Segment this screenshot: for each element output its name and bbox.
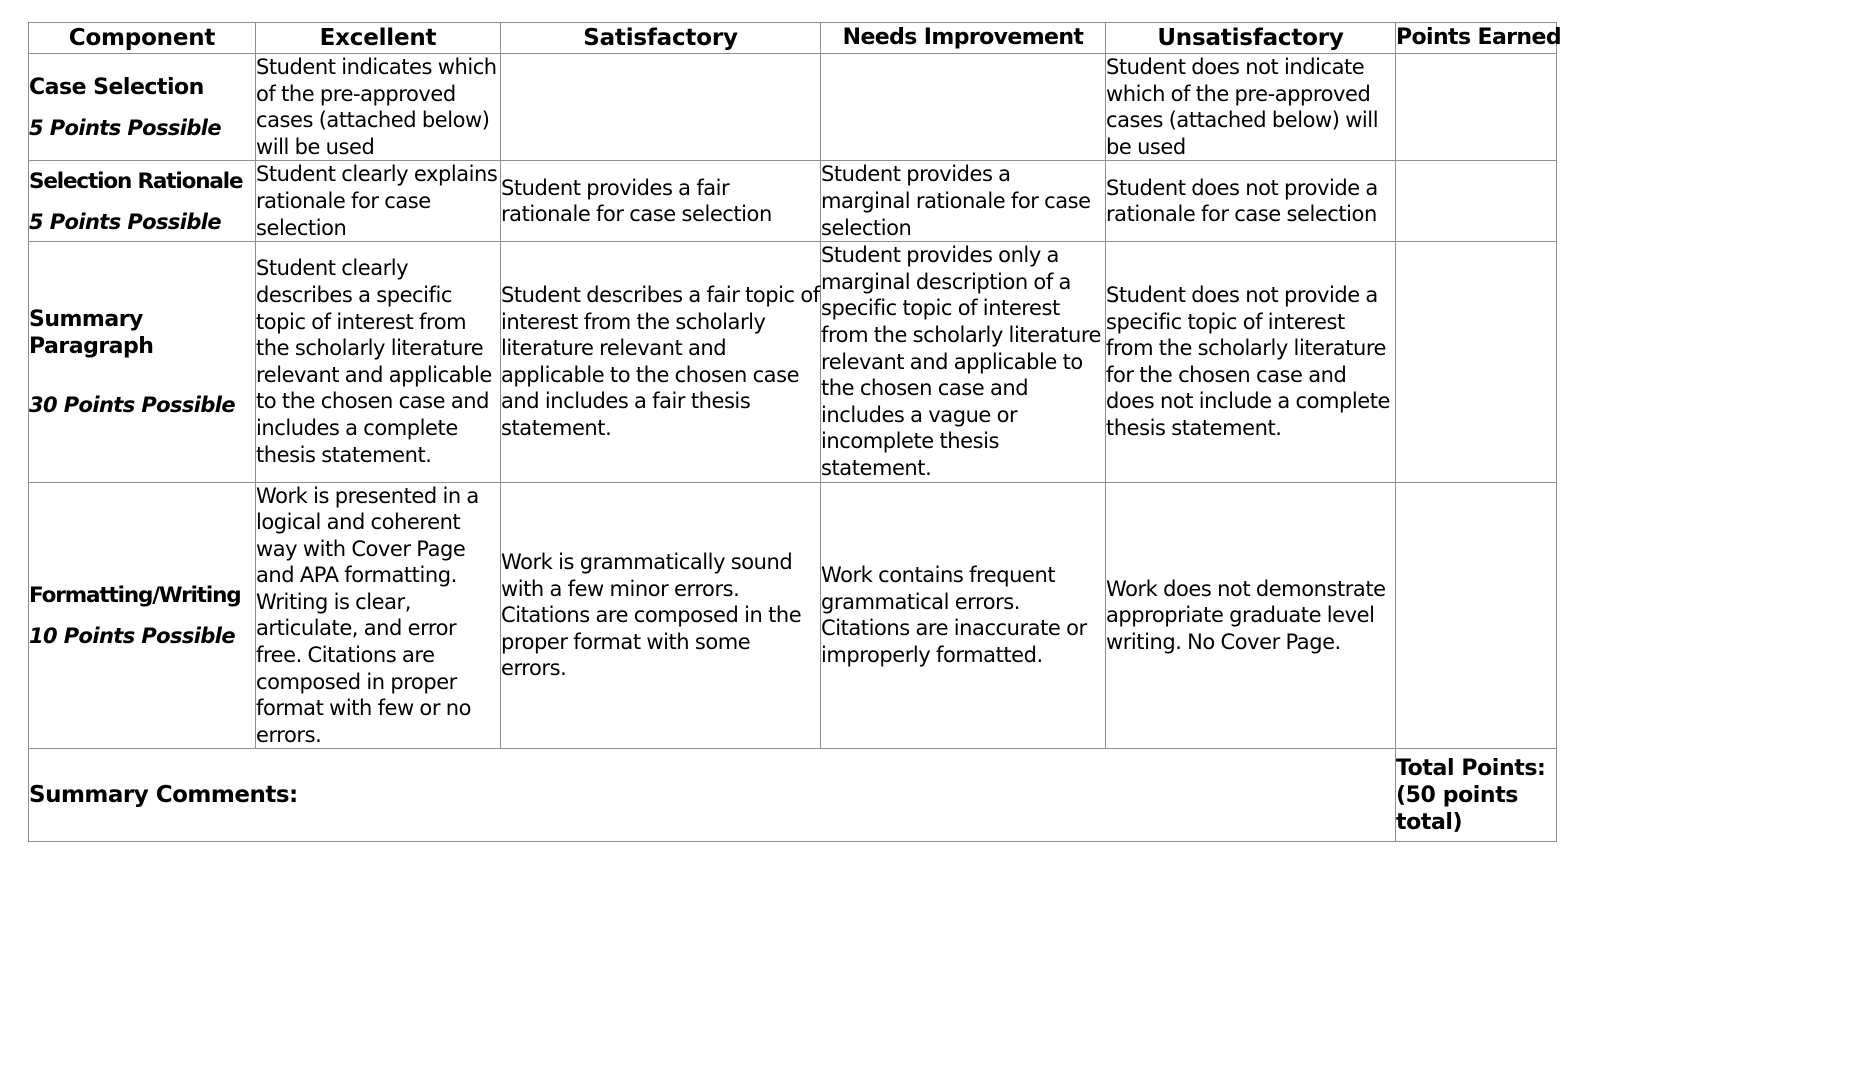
criterion-cell-unsatisfactory: Student does not provide a specific topic of interest from the scholarly literature for the chosen case and does not include a complete thesis statement.	[1106, 242, 1396, 482]
table-header-row	[29, 23, 1557, 54]
criterion-cell-excellent: Student indicates which of the pre-approved cases (attached below) will be used	[256, 54, 501, 161]
table-row	[29, 242, 1557, 482]
criterion-cell-unsatisfactory: Work does not demonstrate appropriate graduate level writing. No Cover Page.	[1106, 482, 1396, 749]
component-name: Selection Rationale	[29, 168, 243, 194]
criterion-cell-needs-improvement: Work contains frequent grammatical errors. Citations are inaccurate or improperly formatted.	[821, 482, 1106, 749]
table-row	[29, 161, 1557, 242]
column-header-excellent: Excellent	[256, 23, 501, 54]
criterion-cell-excellent: Student clearly describes a specific topic of interest from the scholarly literature relevant and applicable to the chosen case and includes a complete thesis statement.	[256, 242, 501, 482]
points-earned-cell[interactable]	[1396, 54, 1557, 161]
component-points-possible: 5 Points Possible	[29, 209, 222, 234]
column-header-unsatisfactory: Unsatisfactory	[1106, 23, 1396, 54]
criterion-cell-satisfactory	[501, 54, 821, 161]
component-cell-case-selection	[29, 54, 256, 161]
points-earned-cell[interactable]	[1396, 242, 1557, 482]
component-name: Formatting/Writing	[29, 582, 241, 608]
criterion-cell-unsatisfactory: Student does not provide a rationale for case selection	[1106, 161, 1396, 242]
criterion-cell-satisfactory: Student describes a fair topic of interest from the scholarly literature relevant and applicable to the chosen case and includes a fair thesis statement.	[501, 242, 821, 482]
criterion-cell-excellent: Work is presented in a logical and coherent way with Cover Page and APA formatting. Writing is clear, articulate, and error free. Citations are composed in proper format with few or no errors.	[256, 482, 501, 749]
component-points-possible: 10 Points Possible	[29, 623, 236, 648]
component-points-possible: 30 Points Possible	[29, 392, 236, 417]
column-header-satisfactory: Satisfactory	[501, 23, 821, 54]
rubric-table	[28, 22, 1561, 842]
table-row	[29, 54, 1557, 161]
component-cell-selection-rationale	[29, 161, 256, 242]
criterion-cell-satisfactory: Student provides a fair rationale for case selection	[501, 161, 821, 242]
column-header-points-earned: Points Earned	[1396, 23, 1557, 54]
criterion-cell-satisfactory: Work is grammatically sound with a few minor errors. Citations are composed in the proper format with some errors.	[501, 482, 821, 749]
table-row	[29, 482, 1557, 749]
criterion-cell-needs-improvement: Student provides only a marginal description of a specific topic of interest from the scholarly literature relevant and applicable to the chosen case and includes a vague or incomplete thesis statement.	[821, 242, 1106, 482]
criterion-cell-needs-improvement: Student provides a marginal rationale for case selection	[821, 161, 1106, 242]
total-points-cell	[1396, 749, 1557, 842]
points-earned-cell[interactable]	[1396, 482, 1557, 749]
summary-comments-label: Summary Comments:	[29, 782, 298, 809]
component-points-possible: 5 Points Possible	[29, 115, 222, 140]
component-name: Case Selection	[29, 74, 204, 100]
criterion-cell-unsatisfactory: Student does not indicate which of the pre-approved cases (attached below) will be used	[1106, 54, 1396, 161]
summary-comments-row	[29, 749, 1557, 842]
points-earned-cell[interactable]	[1396, 161, 1557, 242]
total-points-label: Total Points: (50 points total)	[1396, 755, 1546, 835]
component-name: Summary Paragraph	[29, 306, 154, 359]
criterion-cell-excellent: Student clearly explains rationale for case selection	[256, 161, 501, 242]
criterion-cell-needs-improvement	[821, 54, 1106, 161]
column-header-component: Component	[29, 23, 256, 54]
component-cell-summary-paragraph	[29, 242, 256, 482]
component-cell-formatting-writing	[29, 482, 256, 749]
column-header-needs-improvement: Needs Improvement	[821, 23, 1106, 54]
summary-comments-cell[interactable]	[29, 749, 1396, 842]
